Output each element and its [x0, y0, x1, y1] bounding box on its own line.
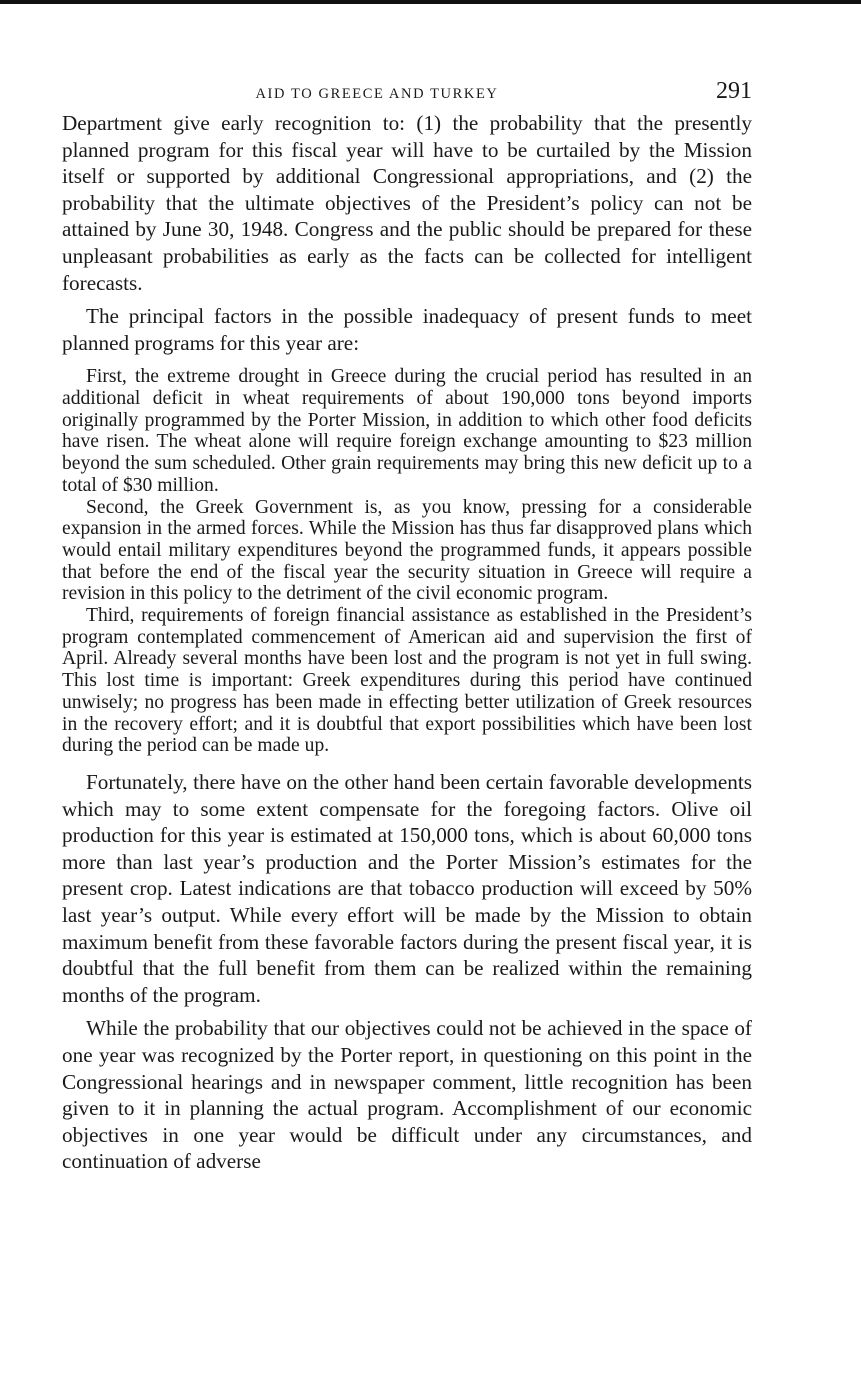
page-number: 291	[716, 78, 752, 104]
body-text	[62, 110, 752, 1175]
running-title: AID TO GREECE AND TURKEY	[255, 86, 499, 102]
quote-paragraph-second: Second, the Greek Government is, as you know, pressing for a considerable expansion in the armed forces. While the Mission has thus far disapproved plans which would entail military expenditures beyond the programmed funds, it appears possible that before the end of the fiscal year the security situation in Greece will require a revision in this policy to the detriment of the civil economic program.	[62, 496, 752, 605]
running-head	[62, 78, 752, 110]
quote-paragraph-first: First, the extreme drought in Greece during the crucial period has resulted in an additional deficit in wheat requirements of about 190,000 tons beyond imports originally programmed by the Porter Mission, in addition to which other food deficits have risen. The wheat alone will require foreign exchange amounting to $23 million beyond the sum scheduled. Other grain requirements may bring this new deficit up to a total of $30 million.	[62, 366, 752, 496]
paragraph-continuation: Department give early recognition to: (1) the probability that the presently planned program for this fiscal year will have to be curtailed by the Mission itself or supported by additional Congressional appropriations, and (2) the probability that the ultimate objectives of the President’s policy can not be attained by June 30, 1948. Congress and the public should be prepared for these unpleasant probabilities as early as the facts can be collected for intelligent forecasts.	[62, 111, 752, 295]
block-quote	[62, 366, 752, 757]
paragraph-factors-intro: The principal factors in the possible inadequacy of present funds to meet planned programs for this year are:	[62, 304, 752, 355]
quote-paragraph-third: Third, requirements of foreign financial assistance as established in the President’s program contemplated commencement of American aid and supervision the first of April. Already several months have been lost and the program is not yet in full swing. This lost time is important: Greek expenditures during this period have continued unwisely; no progress has been made in effecting better utilization of Greek resources in the recovery effort; and it is doubtful that export possibilities which have been lost during the period can be made up.	[62, 605, 752, 757]
book-page	[62, 78, 752, 1175]
paragraph-favorable-developments: Fortunately, there have on the other hand been certain favorable developments which may to some extent compensate for the foregoing factors. Olive oil production for this year is estimated at 150,000 tons, which is about 60,000 tons more than last year’s production and the Porter Mission’s estimates for the present crop. Latest indications are that tobacco production will exceed by 50% last year’s output. While every effort will be made by the Mission to obtain maximum benefit from these favorable factors during the present fiscal year, it is doubtful that the full benefit from them can be realized within the remaining months of the program.	[62, 770, 752, 1007]
top-border-rule	[0, 0, 861, 4]
paragraph-porter-report: While the probability that our objectives could not be achieved in the space of one year was recognized by the Porter report, in questioning on this point in the Congressional hearings and in newspaper comment, little recognition has been given to it in planning the actual program. Accomplishment of our economic objectives in one year would be difficult under any circumstances, and continuation of adverse	[62, 1016, 752, 1174]
